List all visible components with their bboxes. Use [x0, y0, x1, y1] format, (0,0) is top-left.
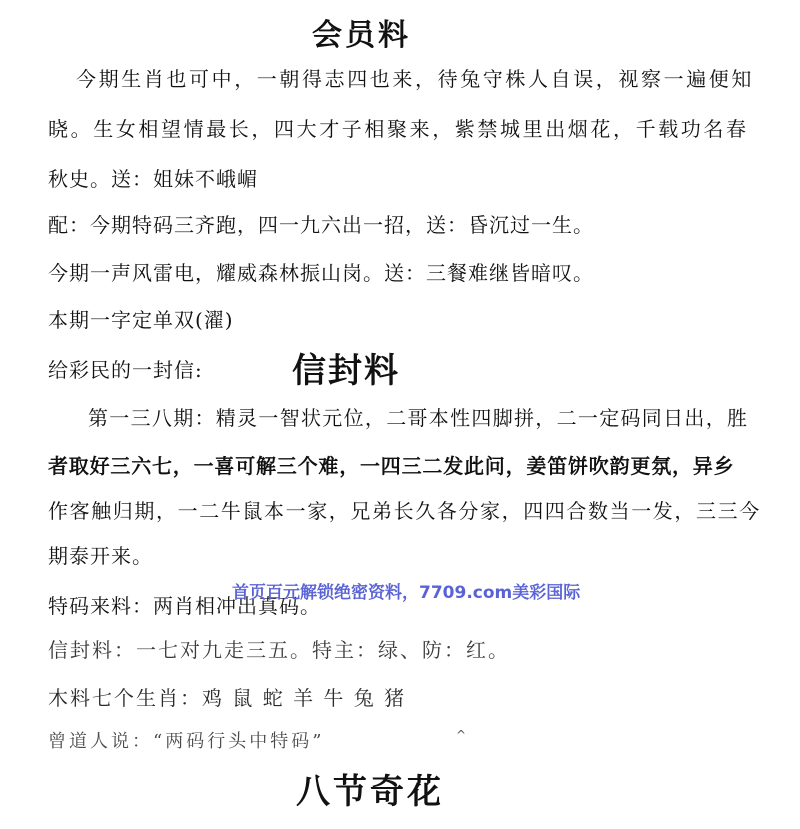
caret-mark: ^ [456, 728, 467, 742]
text-line-14: 木料七个生肖：鸡 鼠 蛇 羊 牛 兔 猪 [48, 686, 407, 710]
text-line-11: 期泰开来。 [48, 544, 153, 568]
text-line-3: 秋史。送：姐妹不峨嵋 [48, 167, 258, 191]
text-line-4: 配：今期特码三齐跑，四一九六出一招，送：昏沉过一生。 [48, 213, 594, 237]
text-line-9: 者取好三六七，一喜可解三个难，一四三二发此问，姜笛饼吹韵更氛，异乡 [48, 454, 735, 478]
text-line-5: 今期一声风雷电，耀威森林振山岗。送：三餐难继皆暗叹。 [48, 261, 594, 285]
text-line-13: 信封料：一七对九走三五。特主：绿、防：红。 [48, 638, 510, 662]
text-line-7: 给彩民的一封信: [48, 358, 203, 382]
text-line-10: 作客触归期，一二牛鼠本一家，兄弟长久各分家，四四合数当一发，三三今 [48, 499, 761, 523]
text-line-6: 本期一字定单双(濯) [48, 308, 234, 332]
heading-member-material: 会员料 [312, 18, 411, 53]
text-line-1: 今期生肖也可中，一朝得志四也来，待兔守株人自误，视察一遍便知 [76, 67, 754, 91]
text-line-8: 第一三八期：精灵一智状元位，二哥本性四脚拼，二一定码同日出，胜 [88, 406, 749, 430]
heading-eight-seasons: 八节奇花 [296, 772, 444, 812]
text-line-12: 特码来料：两肖相冲出真码。 [48, 594, 321, 618]
heading-letter-material: 信封料 [292, 351, 400, 391]
text-line-15: 曾道人说：“两码行头中特码” [48, 731, 325, 752]
text-line-2: 晓。生女相望情最长，四大才子相聚来，紫禁城里出烟花，千载功名春 [48, 117, 749, 141]
watermark-banner: 首页百元解锁绝密资料，7709.com美彩国际 [232, 583, 581, 603]
